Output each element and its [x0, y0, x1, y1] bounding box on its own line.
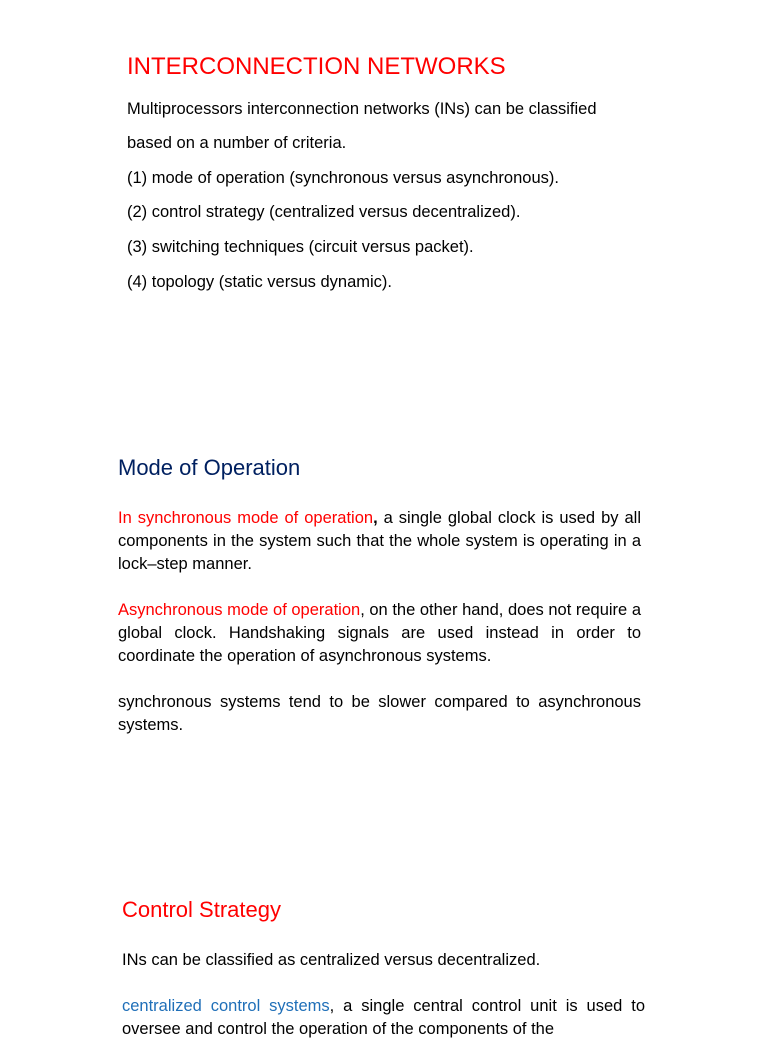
intro-line-2: based on a number of criteria. [127, 134, 347, 152]
sync-keyword: In synchronous mode of operation [118, 509, 374, 527]
criteria-item-2: (2) control strategy (centralized versus decentralized). [127, 203, 521, 221]
async-paragraph [118, 599, 641, 668]
async-text: , on the other hand, does not require a global clock. Handshaking signals are used instead in order to coordinate the operation of asynchronous systems. [118, 601, 642, 665]
slide2-title: Mode of Operation [118, 455, 301, 480]
async-keyword: Asynchronous mode of operation [118, 601, 361, 619]
centralized-paragraph [122, 995, 645, 1041]
sync-comma: , [373, 509, 378, 527]
intro-line-1: Multiprocessors interconnection networks (INs) can be classified [127, 100, 597, 118]
centralized-keyword: centralized control systems [122, 997, 330, 1015]
centralized-text: , a single central control unit is used to oversee and control the operation of the components of the [122, 997, 645, 1038]
criteria-item-4: (4) topology (static versus dynamic). [127, 273, 393, 291]
control-intro: INs can be classified as centralized versus decentralized. [122, 951, 541, 969]
speed-paragraph: synchronous systems tend to be slower compared to asynchronous systems. [118, 693, 641, 734]
slide1-title: INTERCONNECTION NETWORKS [127, 53, 506, 80]
slide3-title: Control Strategy [122, 897, 281, 922]
sync-paragraph [118, 507, 641, 576]
sync-text: a single global clock is used by all components in the system such that the whole system is operating in a lock–step manner. [118, 509, 641, 573]
criteria-item-1: (1) mode of operation (synchronous versus asynchronous). [127, 169, 559, 187]
criteria-item-3: (3) switching techniques (circuit versus packet). [127, 238, 474, 256]
